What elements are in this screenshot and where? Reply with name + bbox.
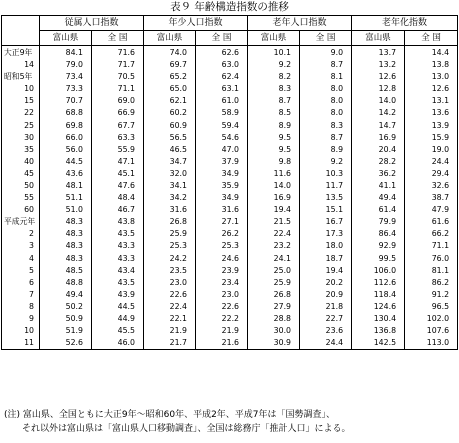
value-cell: 102.0 bbox=[405, 313, 458, 325]
header-group-row bbox=[2, 16, 458, 31]
value-cell: 136.8 bbox=[352, 325, 405, 337]
value-cell: 26.8 bbox=[144, 216, 196, 228]
value-cell: 12.6 bbox=[352, 71, 405, 83]
year-cell: 3 bbox=[2, 240, 40, 252]
value-cell: 48.5 bbox=[40, 265, 92, 277]
value-cell: 31.6 bbox=[196, 204, 248, 216]
sub-header-national: 全 国 bbox=[196, 31, 248, 46]
value-cell: 48.3 bbox=[40, 253, 92, 265]
table-row bbox=[2, 204, 458, 216]
value-cell: 47.6 bbox=[92, 180, 144, 192]
value-cell: 11.7 bbox=[300, 180, 352, 192]
value-cell: 60.9 bbox=[144, 119, 196, 131]
value-cell: 24.4 bbox=[405, 156, 458, 168]
value-cell: 51.0 bbox=[40, 204, 92, 216]
value-cell: 58.9 bbox=[196, 107, 248, 119]
value-cell: 61.6 bbox=[405, 216, 458, 228]
year-cell: 15 bbox=[2, 95, 40, 107]
value-cell: 19.4 bbox=[248, 204, 300, 216]
value-cell: 8.0 bbox=[300, 83, 352, 95]
value-cell: 27.1 bbox=[196, 216, 248, 228]
value-cell: 26.8 bbox=[248, 289, 300, 301]
table-row bbox=[2, 83, 458, 95]
value-cell: 43.3 bbox=[92, 240, 144, 252]
header-elderly-ratio: 老年人口指数 bbox=[248, 16, 352, 31]
value-cell: 66.0 bbox=[40, 132, 92, 144]
value-cell: 106.0 bbox=[352, 265, 405, 277]
year-cell: 25 bbox=[2, 119, 40, 131]
table-title: 表９ 年齢構造指数の推移 bbox=[170, 1, 289, 13]
table-row bbox=[2, 156, 458, 168]
table-row bbox=[2, 325, 458, 337]
value-cell: 16.7 bbox=[300, 216, 352, 228]
value-cell: 16.9 bbox=[248, 192, 300, 204]
table-row bbox=[2, 192, 458, 204]
value-cell: 79.0 bbox=[40, 59, 92, 71]
value-cell: 86.2 bbox=[405, 277, 458, 289]
value-cell: 130.4 bbox=[352, 313, 405, 325]
value-cell: 30.0 bbox=[248, 325, 300, 337]
table-row bbox=[2, 46, 458, 60]
value-cell: 23.6 bbox=[300, 325, 352, 337]
value-cell: 43.3 bbox=[92, 253, 144, 265]
year-cell: 昭和5年 bbox=[2, 71, 40, 83]
value-cell: 51.9 bbox=[40, 325, 92, 337]
value-cell: 15.9 bbox=[405, 132, 458, 144]
value-cell: 50.9 bbox=[40, 313, 92, 325]
value-cell: 62.1 bbox=[144, 95, 196, 107]
value-cell: 22.2 bbox=[196, 313, 248, 325]
value-cell: 20.2 bbox=[300, 277, 352, 289]
table-row bbox=[2, 119, 458, 131]
value-cell: 43.5 bbox=[92, 277, 144, 289]
year-cell: 6 bbox=[2, 277, 40, 289]
value-cell: 35.9 bbox=[196, 180, 248, 192]
table-row bbox=[2, 216, 458, 228]
sub-header-toyama: 富山県 bbox=[40, 31, 92, 46]
value-cell: 34.9 bbox=[196, 168, 248, 180]
value-cell: 11.6 bbox=[248, 168, 300, 180]
value-cell: 67.7 bbox=[92, 119, 144, 131]
value-cell: 55.9 bbox=[92, 144, 144, 156]
table-row bbox=[2, 107, 458, 119]
value-cell: 10.3 bbox=[300, 168, 352, 180]
value-cell: 13.6 bbox=[405, 107, 458, 119]
table-row bbox=[2, 253, 458, 265]
value-cell: 41.1 bbox=[352, 180, 405, 192]
year-cell: 22 bbox=[2, 107, 40, 119]
sub-header-national: 全 国 bbox=[92, 31, 144, 46]
value-cell: 13.1 bbox=[405, 95, 458, 107]
value-cell: 30.9 bbox=[248, 337, 300, 350]
footnote bbox=[4, 408, 456, 436]
value-cell: 45.1 bbox=[92, 168, 144, 180]
value-cell: 51.1 bbox=[40, 192, 92, 204]
value-cell: 92.9 bbox=[352, 240, 405, 252]
value-cell: 46.5 bbox=[144, 144, 196, 156]
value-cell: 44.5 bbox=[40, 156, 92, 168]
value-cell: 63.1 bbox=[196, 83, 248, 95]
value-cell: 71.1 bbox=[92, 83, 144, 95]
value-cell: 36.2 bbox=[352, 168, 405, 180]
value-cell: 43.6 bbox=[40, 168, 92, 180]
value-cell: 9.8 bbox=[248, 156, 300, 168]
value-cell: 73.4 bbox=[40, 71, 92, 83]
value-cell: 22.4 bbox=[144, 301, 196, 313]
year-cell: 7 bbox=[2, 289, 40, 301]
value-cell: 66.9 bbox=[92, 107, 144, 119]
value-cell: 47.9 bbox=[405, 204, 458, 216]
value-cell: 13.9 bbox=[405, 119, 458, 131]
value-cell: 48.3 bbox=[40, 228, 92, 240]
year-cell: 14 bbox=[2, 59, 40, 71]
value-cell: 15.1 bbox=[300, 204, 352, 216]
year-cell: 55 bbox=[2, 192, 40, 204]
value-cell: 68.8 bbox=[40, 107, 92, 119]
value-cell: 13.5 bbox=[300, 192, 352, 204]
year-cell: 8 bbox=[2, 301, 40, 313]
value-cell: 34.9 bbox=[196, 192, 248, 204]
header-sub-row bbox=[2, 31, 458, 46]
value-cell: 22.6 bbox=[196, 301, 248, 313]
value-cell: 71.1 bbox=[405, 240, 458, 252]
value-cell: 8.9 bbox=[248, 119, 300, 131]
table-row bbox=[2, 168, 458, 180]
year-cell: 30 bbox=[2, 132, 40, 144]
value-cell: 25.9 bbox=[248, 277, 300, 289]
sub-header-toyama: 富山県 bbox=[352, 31, 405, 46]
value-cell: 22.1 bbox=[144, 313, 196, 325]
value-cell: 34.1 bbox=[144, 180, 196, 192]
value-cell: 8.3 bbox=[248, 83, 300, 95]
value-cell: 21.9 bbox=[196, 325, 248, 337]
value-cell: 60.2 bbox=[144, 107, 196, 119]
value-cell: 25.3 bbox=[144, 240, 196, 252]
value-cell: 124.6 bbox=[352, 301, 405, 313]
value-cell: 48.8 bbox=[40, 277, 92, 289]
value-cell: 65.0 bbox=[144, 83, 196, 95]
value-cell: 26.2 bbox=[196, 228, 248, 240]
value-cell: 14.4 bbox=[405, 46, 458, 60]
value-cell: 56.5 bbox=[144, 132, 196, 144]
year-cell: 45 bbox=[2, 168, 40, 180]
value-cell: 54.6 bbox=[196, 132, 248, 144]
value-cell: 23.4 bbox=[196, 277, 248, 289]
value-cell: 99.5 bbox=[352, 253, 405, 265]
year-cell: 10 bbox=[2, 325, 40, 337]
value-cell: 96.5 bbox=[405, 301, 458, 313]
value-cell: 46.7 bbox=[92, 204, 144, 216]
header-aging-index: 老年化指数 bbox=[352, 16, 458, 31]
value-cell: 22.4 bbox=[248, 228, 300, 240]
value-cell: 14.7 bbox=[352, 119, 405, 131]
value-cell: 86.4 bbox=[352, 228, 405, 240]
sub-header-toyama: 富山県 bbox=[144, 31, 196, 46]
value-cell: 23.2 bbox=[248, 240, 300, 252]
year-cell: 50 bbox=[2, 180, 40, 192]
value-cell: 21.8 bbox=[300, 301, 352, 313]
value-cell: 21.5 bbox=[248, 216, 300, 228]
year-cell: 40 bbox=[2, 156, 40, 168]
value-cell: 13.0 bbox=[405, 71, 458, 83]
value-cell: 107.6 bbox=[405, 325, 458, 337]
year-cell: 35 bbox=[2, 144, 40, 156]
value-cell: 8.7 bbox=[300, 59, 352, 71]
value-cell: 25.3 bbox=[196, 240, 248, 252]
table-row bbox=[2, 180, 458, 192]
value-cell: 21.7 bbox=[144, 337, 196, 350]
value-cell: 73.3 bbox=[40, 83, 92, 95]
value-cell: 43.5 bbox=[92, 228, 144, 240]
value-cell: 47.1 bbox=[92, 156, 144, 168]
value-cell: 18.7 bbox=[300, 253, 352, 265]
value-cell: 24.4 bbox=[300, 337, 352, 350]
value-cell: 48.4 bbox=[92, 192, 144, 204]
value-cell: 27.9 bbox=[248, 301, 300, 313]
value-cell: 32.6 bbox=[405, 180, 458, 192]
age-structure-table bbox=[1, 15, 458, 350]
table-row bbox=[2, 132, 458, 144]
value-cell: 61.4 bbox=[352, 204, 405, 216]
value-cell: 91.2 bbox=[405, 289, 458, 301]
value-cell: 23.0 bbox=[144, 277, 196, 289]
value-cell: 37.9 bbox=[196, 156, 248, 168]
sub-header-national: 全 国 bbox=[300, 31, 352, 46]
value-cell: 113.0 bbox=[405, 337, 458, 350]
value-cell: 52.6 bbox=[40, 337, 92, 350]
value-cell: 16.9 bbox=[352, 132, 405, 144]
value-cell: 48.3 bbox=[40, 216, 92, 228]
value-cell: 8.3 bbox=[300, 119, 352, 131]
table-row bbox=[2, 289, 458, 301]
value-cell: 19.0 bbox=[405, 144, 458, 156]
value-cell: 9.0 bbox=[300, 46, 352, 60]
value-cell: 70.5 bbox=[92, 71, 144, 83]
value-cell: 76.0 bbox=[405, 253, 458, 265]
table-row bbox=[2, 59, 458, 71]
value-cell: 69.8 bbox=[40, 119, 92, 131]
value-cell: 63.3 bbox=[92, 132, 144, 144]
value-cell: 22.6 bbox=[144, 289, 196, 301]
value-cell: 23.5 bbox=[144, 265, 196, 277]
value-cell: 46.0 bbox=[92, 337, 144, 350]
value-cell: 49.4 bbox=[352, 192, 405, 204]
value-cell: 50.2 bbox=[40, 301, 92, 313]
value-cell: 74.0 bbox=[144, 46, 196, 60]
value-cell: 24.2 bbox=[144, 253, 196, 265]
year-cell: 60 bbox=[2, 204, 40, 216]
table-row bbox=[2, 228, 458, 240]
year-cell: 2 bbox=[2, 228, 40, 240]
value-cell: 48.3 bbox=[40, 240, 92, 252]
header-youth-ratio: 年少人口指数 bbox=[144, 16, 248, 31]
value-cell: 66.2 bbox=[405, 228, 458, 240]
year-cell: 9 bbox=[2, 313, 40, 325]
value-cell: 43.8 bbox=[92, 216, 144, 228]
value-cell: 14.2 bbox=[352, 107, 405, 119]
table-row bbox=[2, 265, 458, 277]
value-cell: 81.1 bbox=[405, 265, 458, 277]
table-row bbox=[2, 301, 458, 313]
value-cell: 25.9 bbox=[144, 228, 196, 240]
value-cell: 71.6 bbox=[92, 46, 144, 60]
table-body bbox=[2, 46, 458, 350]
value-cell: 25.0 bbox=[248, 265, 300, 277]
value-cell: 71.7 bbox=[92, 59, 144, 71]
value-cell: 8.1 bbox=[300, 71, 352, 83]
value-cell: 21.9 bbox=[144, 325, 196, 337]
value-cell: 13.8 bbox=[405, 59, 458, 71]
table-row bbox=[2, 337, 458, 350]
value-cell: 79.9 bbox=[352, 216, 405, 228]
value-cell: 70.7 bbox=[40, 95, 92, 107]
value-cell: 8.7 bbox=[300, 132, 352, 144]
value-cell: 9.2 bbox=[248, 59, 300, 71]
value-cell: 112.6 bbox=[352, 277, 405, 289]
value-cell: 23.0 bbox=[196, 289, 248, 301]
value-cell: 28.2 bbox=[352, 156, 405, 168]
value-cell: 8.0 bbox=[300, 95, 352, 107]
value-cell: 8.5 bbox=[248, 107, 300, 119]
value-cell: 56.0 bbox=[40, 144, 92, 156]
value-cell: 9.5 bbox=[248, 144, 300, 156]
value-cell: 34.2 bbox=[144, 192, 196, 204]
year-cell: 大正9年 bbox=[2, 46, 40, 60]
header-dependency-ratio: 従属人口指数 bbox=[40, 16, 144, 31]
value-cell: 34.7 bbox=[144, 156, 196, 168]
value-cell: 63.0 bbox=[196, 59, 248, 71]
value-cell: 14.0 bbox=[248, 180, 300, 192]
value-cell: 17.3 bbox=[300, 228, 352, 240]
value-cell: 14.0 bbox=[352, 95, 405, 107]
year-cell: 5 bbox=[2, 265, 40, 277]
year-header bbox=[2, 16, 40, 46]
value-cell: 10.1 bbox=[248, 46, 300, 60]
value-cell: 13.2 bbox=[352, 59, 405, 71]
value-cell: 13.7 bbox=[352, 46, 405, 60]
table-row bbox=[2, 144, 458, 156]
table-row bbox=[2, 277, 458, 289]
value-cell: 18.0 bbox=[300, 240, 352, 252]
value-cell: 21.6 bbox=[196, 337, 248, 350]
value-cell: 20.4 bbox=[352, 144, 405, 156]
value-cell: 8.7 bbox=[248, 95, 300, 107]
value-cell: 49.4 bbox=[40, 289, 92, 301]
value-cell: 12.6 bbox=[405, 83, 458, 95]
value-cell: 62.4 bbox=[196, 71, 248, 83]
value-cell: 84.1 bbox=[40, 46, 92, 60]
value-cell: 118.4 bbox=[352, 289, 405, 301]
value-cell: 29.4 bbox=[405, 168, 458, 180]
value-cell: 43.4 bbox=[92, 265, 144, 277]
value-cell: 12.8 bbox=[352, 83, 405, 95]
year-cell: 11 bbox=[2, 337, 40, 350]
value-cell: 142.5 bbox=[352, 337, 405, 350]
year-cell: 10 bbox=[2, 83, 40, 95]
value-cell: 24.6 bbox=[196, 253, 248, 265]
value-cell: 44.9 bbox=[92, 313, 144, 325]
value-cell: 22.7 bbox=[300, 313, 352, 325]
value-cell: 24.1 bbox=[248, 253, 300, 265]
value-cell: 28.8 bbox=[248, 313, 300, 325]
table-row bbox=[2, 71, 458, 83]
table-row bbox=[2, 95, 458, 107]
footnote-line-2: それ以外は富山県は「富山県人口移動調査」、全国は総務庁「推計人口」による。 bbox=[22, 424, 351, 434]
value-cell: 8.0 bbox=[300, 107, 352, 119]
value-cell: 65.2 bbox=[144, 71, 196, 83]
year-cell: 平成元年 bbox=[2, 216, 40, 228]
table-row bbox=[2, 313, 458, 325]
value-cell: 23.9 bbox=[196, 265, 248, 277]
value-cell: 9.2 bbox=[300, 156, 352, 168]
value-cell: 61.0 bbox=[196, 95, 248, 107]
year-cell: 4 bbox=[2, 253, 40, 265]
value-cell: 9.5 bbox=[248, 132, 300, 144]
value-cell: 47.0 bbox=[196, 144, 248, 156]
value-cell: 32.0 bbox=[144, 168, 196, 180]
value-cell: 69.0 bbox=[92, 95, 144, 107]
value-cell: 62.6 bbox=[196, 46, 248, 60]
footnote-line-1: (注) 富山県、全国ともに大正9年～昭和60年、平成2年、平成7年は「国勢調査」、 bbox=[4, 410, 336, 420]
sub-header-national: 全 国 bbox=[405, 31, 458, 46]
value-cell: 8.2 bbox=[248, 71, 300, 83]
value-cell: 38.7 bbox=[405, 192, 458, 204]
sub-header-toyama: 富山県 bbox=[248, 31, 300, 46]
value-cell: 44.5 bbox=[92, 301, 144, 313]
value-cell: 8.9 bbox=[300, 144, 352, 156]
table-row bbox=[2, 240, 458, 252]
value-cell: 19.4 bbox=[300, 265, 352, 277]
value-cell: 48.1 bbox=[40, 180, 92, 192]
value-cell: 20.9 bbox=[300, 289, 352, 301]
value-cell: 69.7 bbox=[144, 59, 196, 71]
value-cell: 43.9 bbox=[92, 289, 144, 301]
value-cell: 45.5 bbox=[92, 325, 144, 337]
value-cell: 59.4 bbox=[196, 119, 248, 131]
value-cell: 31.6 bbox=[144, 204, 196, 216]
